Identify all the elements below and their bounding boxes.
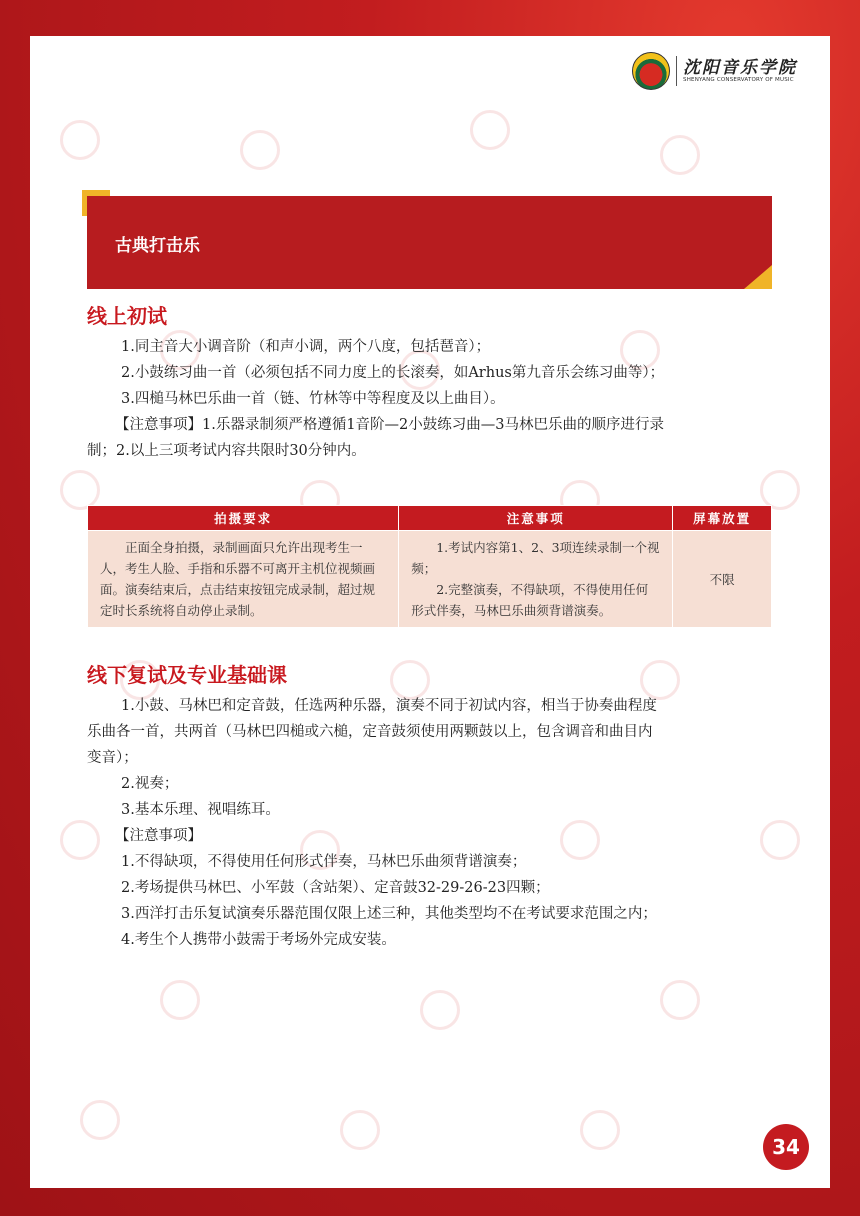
offline-item-1-line-2: 乐曲各一首，共两首（马林巴四槌或六槌，定音鼓须使用两颗鼓以上，包含调音和曲目内: [87, 724, 653, 740]
offline-item-2: 2.视奏；: [121, 776, 179, 792]
logo-english-name: SHENYANG CONSERVATORY OF MUSIC: [683, 77, 794, 83]
online-item-2: 2.小鼓练习曲一首（必须包括不同力度上的长滚奏，如Arhus第九音乐会练习曲等）；: [121, 365, 665, 381]
online-item-3: 3.四槌马林巴乐曲一首（链、竹林等中等程度及以上曲目）。: [121, 391, 505, 407]
offline-note-title: 【注意事项】: [115, 828, 202, 844]
offline-note-4: 4.考生个人携带小鼓需于考场外完成安装。: [121, 932, 396, 948]
page-number: 34: [763, 1124, 809, 1170]
offline-content: [87, 693, 777, 953]
offline-note-2: 2.考场提供马林巴、小军鼓（含站架）、定音鼓32-29-26-23四颗；: [121, 880, 550, 896]
table-header-notes: 注意事项: [399, 506, 673, 531]
online-item-1: 1.同主音大小调音阶（和声小调，两个八度，包括琶音）；: [121, 339, 491, 355]
table-header-screen: 屏幕放置: [673, 506, 772, 531]
recording-requirements-table: [87, 505, 772, 628]
online-content: [87, 334, 777, 464]
offline-heading: 线下复试及专业基础课: [87, 663, 287, 687]
offline-note-3: 3.西洋打击乐复试演奏乐器范围仅限上述三种，其他类型均不在考试要求范围之内；: [121, 906, 657, 922]
table-header-shooting: 拍摄要求: [88, 506, 399, 531]
college-logo: [632, 52, 797, 90]
online-heading: 线上初试: [87, 304, 167, 328]
offline-item-1-line-3: 变音）；: [87, 750, 138, 766]
offline-item-3: 3.基本乐理、视唱练耳。: [121, 802, 280, 818]
table-cell-notes: 1.考试内容第1、2、3项连续录制一个视频； 2.完整演奏，不得缺项，不得使用任何形式伴奏，马林巴乐曲须背谱演奏。: [399, 531, 673, 628]
banner-title: 古典打击乐: [115, 236, 200, 256]
offline-item-1-line-1: 1.小鼓、马林巴和定音鼓，任选两种乐器，演奏不同于初试内容，相当于协奏曲程度: [121, 698, 657, 714]
table-cell-shooting: 正面全身拍摄，录制画面只允许出现考生一人，考生人脸、手指和乐器不可离开主机位视频画面。演奏结束后，点击结束按钮完成录制，超过规定时长系统将自动停止录制。: [88, 531, 399, 628]
banner-gold-corner: [744, 265, 772, 289]
online-note-line-2: 制；2.以上三项考试内容共限时30分钟内。: [87, 443, 366, 459]
logo-chinese-name: 沈阳音乐学院: [683, 58, 797, 78]
offline-note-1: 1.不得缺项，不得使用任何形式伴奏，马林巴乐曲须背谱演奏；: [121, 854, 527, 870]
table-cell-screen: 不限: [673, 531, 772, 628]
online-note-line-1: 【注意事项】1.乐器录制须严格遵循1音阶—2小鼓练习曲—3马林巴乐曲的顺序进行录: [115, 417, 665, 433]
college-emblem-icon: [632, 52, 670, 90]
